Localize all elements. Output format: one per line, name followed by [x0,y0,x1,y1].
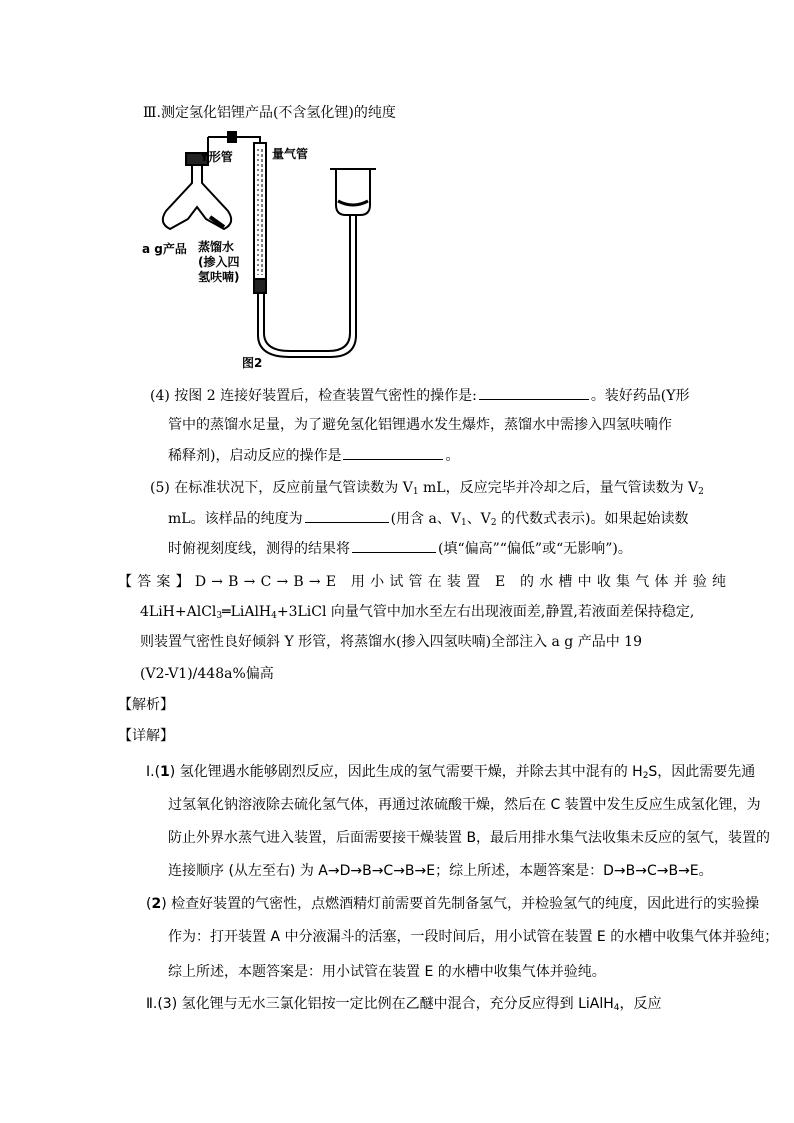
answer-blank [352,538,436,553]
answer-blank [343,445,443,460]
text: 4LiH+AlCl [140,604,217,620]
text: (填“偏高”“偏低”或“无影响”)。 [438,541,632,557]
answer-text: D→B→C→B→E 用小试管在装置 E 的水槽中收集气体并验纯 [194,574,732,590]
text: S，因此需要先通 [648,764,756,780]
section-title: Ⅲ.测定氢化铝锂产品(不含氢化锂)的纯度 [143,105,396,121]
text: +3LiCl 向量气管中加水至左右出现液面差,静置,若液面差保持稳定, [276,604,695,620]
text: (5) 在标准状况下，反应前量气管读数为 V [150,480,413,496]
detail-i-line3: 防止外界水蒸气进入装置，后面需要接干燥装置 B，最后用排水集气法收集未反应的氢气，装置的 [168,830,771,846]
subscript: 2 [642,771,649,781]
question-number: 1 [160,764,170,780]
text: 、V [466,511,491,527]
apparatus-figure [140,125,500,373]
product-label: a g产品 [142,242,187,256]
text: ( [146,896,152,912]
detail-i-line2: 过氢氧化钠溶液除去硫化氢气体，再通过浓硫酸干燥，然后在 C 装置中发生反应生成氢化锂，为 [168,797,761,813]
q5-line2 [168,508,688,533]
text: mL。该样品的纯度为 [168,511,303,527]
y-tube-label: Y形管 [200,150,233,164]
water-label-line: 蒸馏水 [198,240,235,254]
answer-line4: (V2-V1)/448a%偏高 [140,666,274,682]
detail-i-line1 [146,756,755,793]
question-number: 2 [151,896,162,912]
text: 时俯视刻度线，测得的结果将 [168,541,350,557]
q5-line1 [150,478,704,502]
text: ) 氢化锂遇水能够剧烈反应，因此生成的氢气需要干燥，并除去其中混有的 H [169,764,643,780]
answer-line2 [140,602,694,626]
detail-ii-line1 [146,988,662,1025]
q5-line3 [168,538,632,559]
subscript: 3 [216,611,223,621]
detail-label: 【详解】 [118,728,174,744]
answer-blank [479,385,589,400]
gas-tube-label: 量气管 [272,147,309,161]
subscript: 1 [412,487,419,497]
text: (4) 按图 2 连接好装置后，检查装置气密性的操作是: [150,388,477,404]
text: 的代数式表示)。如果起始读数 [496,511,689,527]
text: (用含 a、V [390,511,461,527]
q4-line3 [168,445,459,466]
text: Ⅰ.( [146,764,161,780]
water-label-line: (掺入四 [198,255,240,269]
analysis-label: 【解析】 [118,697,174,713]
text: Ⅱ.(3) 氢化锂与无水三氯化铝按一定比例在乙醚中混合，充分反应得到 LiAlH [146,996,614,1012]
subscript: 2 [698,487,704,497]
water-label [198,240,240,285]
answer-label: 【答案】 [118,574,195,590]
subscript: 4 [613,1003,620,1013]
detail-q2-line2: 作为：打开装置 A 中分液漏斗的活塞，一段时间后，用小试管在装置 E 的水槽中收集气体并验纯； [168,929,779,945]
text: 。 [445,448,460,464]
answer-line3: 则装置气密性良好倾斜 Y 形管，将蒸馏水(掺入四氢呋喃)全部注入 a g 产品中 19 [140,634,642,650]
q4-line1 [150,385,690,406]
text: mL，反应完毕并冷却之后，量气管读数为 V [418,480,699,496]
answer-blank [305,508,389,523]
subscript: 2 [490,518,497,528]
subscript: 1 [460,518,467,528]
detail-q2-line1 [146,888,759,921]
detail-i-line4: 连接顺序 (从左至右) 为 A→D→B→C→B→E；综上所述，本题答案是：D→B→C→B→E。 [168,863,713,879]
text: ) 检查好装置的气密性，点燃酒精灯前需要首先制备氢气，并检验氢气的纯度，因此进行的实验操 [161,896,760,912]
text: ═LiAlH [222,604,272,620]
text: 。装好药品(Y形 [590,388,690,404]
figure-caption: 图2 [242,356,263,370]
text: ，反应 [619,996,662,1012]
water-label-line: 氢呋喃) [198,270,240,284]
q4-line2: 管中的蒸馏水足量，为了避免氢化铝锂遇水发生爆炸，蒸馏水中需掺入四氢呋喃作 [168,417,672,433]
detail-q2-line3: 综上所述，本题答案是：用小试管在装置 E 的水槽中收集气体并验纯。 [168,964,606,980]
answer-line1 [118,572,731,592]
subscript: 4 [271,611,277,621]
text: 稀释剂)，启动反应的操作是 [168,448,342,464]
